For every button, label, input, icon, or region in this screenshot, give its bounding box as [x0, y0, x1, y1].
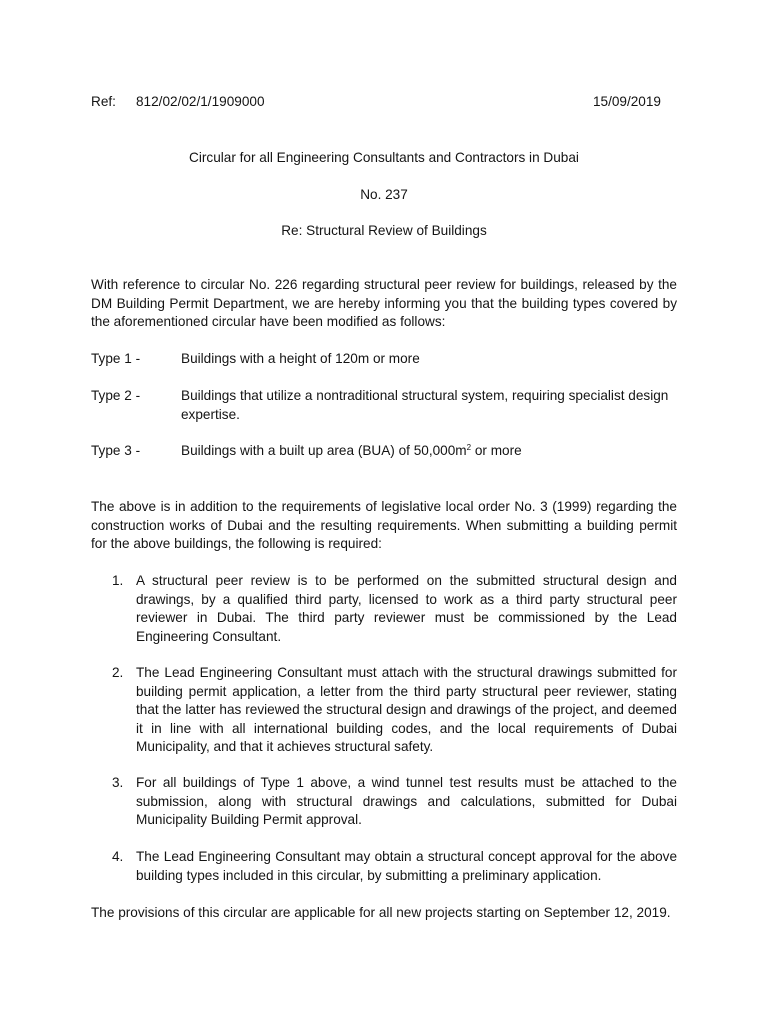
type-description: [181, 442, 681, 461]
list-number: 4.: [112, 849, 124, 864]
type-label: Type 2 -: [91, 388, 141, 403]
ref-number: 812/02/02/1/1909000: [136, 94, 265, 109]
type-label: Type 3 -: [91, 443, 141, 458]
closing-paragraph: The provisions of this circular are applicable for all new projects starting on September 12, 2019.: [91, 905, 671, 920]
circular-date: 15/09/2019: [592, 94, 661, 109]
intro-paragraph: With reference to circular No. 226 regarding structural peer review for buildings, released by the DM Building Permit Department, we are hereby informing you that the building types covered by the aforementioned circular have been modified as follows:: [91, 277, 677, 329]
type-description-text: Buildings with a built up area (BUA) of 50,000m: [181, 443, 467, 458]
ref-label: Ref:: [91, 94, 116, 109]
list-number: 2.: [112, 665, 124, 680]
type-description: Buildings that utilize a nontraditional structural system, requiring specialist design expertise.: [181, 388, 669, 422]
list-text: The Lead Engineering Consultant must attach with the structural drawings submitted for building permit application, a letter from the third party structural peer reviewer, stating that the latter has reviewed the structural design and drawings of the project, and deemed it in line with all international building codes, and the local requirements of Dubai Municipality, and that it achieves structural safety.: [136, 665, 677, 754]
circular-subject: Re: Structural Review of Buildings: [281, 223, 487, 238]
list-text: The Lead Engineering Consultant may obtain a structural concept approval for the above building types included in this circular, by submitting a preliminary application.: [136, 849, 677, 883]
requirements-intro-paragraph: The above is in addition to the requirements of legislative local order No. 3 (1999) regarding the construction works of Dubai and the resulting requirements. When submitting a building permit for the above buildings, the following is required:: [91, 499, 677, 551]
circular-number: No. 237: [360, 187, 408, 202]
list-text: A structural peer review is to be performed on the submitted structural design and drawings, by a qualified third party, licensed to work as a third party structural peer reviewer in Dubai. The third party reviewer must be commissioned by the Lead Engineering Consultant.: [136, 573, 677, 644]
list-number: 3.: [112, 775, 124, 790]
circular-title: Circular for all Engineering Consultants and Contractors in Dubai: [189, 150, 579, 165]
list-number: 1.: [112, 573, 124, 588]
superscript-two: 2: [466, 443, 472, 452]
type-label: Type 1 -: [91, 351, 141, 366]
list-text: For all buildings of Type 1 above, a wind tunnel test results must be attached to the submission, along with structural drawings and calculations, submitted for Dubai Municipality Building Permit approval.: [136, 775, 677, 827]
type-description-suffix: or more: [471, 443, 522, 458]
type-description: Buildings with a height of 120m or more: [181, 351, 420, 366]
